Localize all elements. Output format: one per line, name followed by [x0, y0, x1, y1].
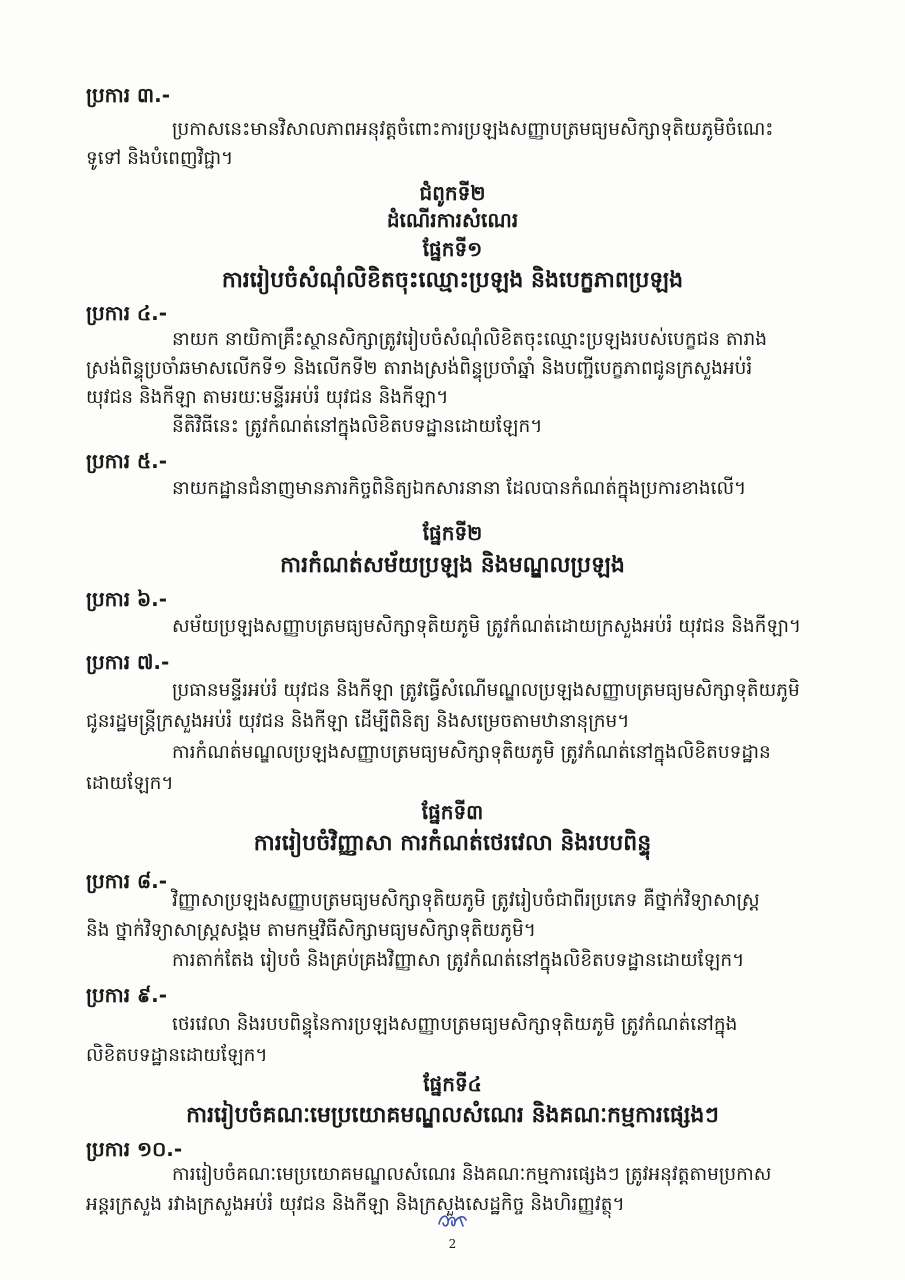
article-8-line-3: ការតាក់តែង រៀបចំ និងគ្រប់គ្រងវិញ្ញាសា ត្រូវកំណត់នៅក្នុងលិខិតបទដ្ឋានដោយឡែក។: [172, 950, 745, 971]
part-4-subtitle: ការរៀបចំគណៈមេប្រយោគមណ្ឌលសំណេរ និងគណៈកម្មការផ្សេងៗ: [186, 1103, 719, 1128]
handwritten-initials-mark: [436, 1210, 470, 1232]
article-7-line-1: ប្រធានមន្ទីរអប់រំ យុវជន និងកីឡា ត្រូវធ្វើសំណើមណ្ឌលប្រឡងសញ្ញាបត្រមធ្យមសិក្សាទុតិយភូមិ: [172, 680, 800, 701]
article-8-heading: ប្រការ ៨.-: [86, 869, 168, 893]
article-10-line-2: អន្តរក្រសួង រវាងក្រសួងអប់រំ យុវជន និងកីឡា និងក្រសួងសេដ្ឋកិច្ច និងហិរញ្ញវត្ថុ។: [86, 1194, 625, 1215]
article-5-line-1: នាយកដ្ឋានជំនាញមានភារកិច្ចពិនិត្យឯកសារនានា ដែលបានកំណត់ក្នុងប្រការខាងលើ។: [172, 478, 747, 499]
part-4-title: ផ្នែកទី៤: [423, 1072, 482, 1096]
article-4-heading: ប្រការ ៤.-: [86, 301, 168, 325]
article-6-heading: ប្រការ ៦.-: [86, 587, 168, 611]
article-7-line-3: ការកំណត់មណ្ឌលប្រឡងសញ្ញាបត្រមធ្យមសិក្សាទុតិយភូមិ ត្រូវកំណត់នៅក្នុងលិខិតបទដ្ឋាន: [172, 742, 771, 763]
article-10-heading: ប្រការ ១០.-: [86, 1137, 183, 1161]
article-7-line-4: ដោយឡែក។: [86, 773, 174, 794]
part-3-subtitle: ការរៀបចំវិញ្ញាសា ការកំណត់ថេរវេលា និងរបបពិន្ទុ: [253, 831, 652, 856]
article-4-line-4: នីតិវិធីនេះ ត្រូវកំណត់នៅក្នុងលិខិតបទដ្ឋានដោយឡែក។: [172, 416, 543, 437]
article-4-line-1: នាយក នាយិកាគ្រឹះស្ថានសិក្សាត្រូវរៀបចំសំណុំលិខិតចុះឈ្មោះប្រឡងរបស់បេក្ខជន តារាង: [172, 329, 768, 350]
article-4-line-2: ស្រង់ពិន្ទុប្រចាំឆមាសលើកទី១ និងលើកទី២ តារាងស្រង់ពិន្ទុប្រចាំឆ្នាំ និងបញ្ជីបេក្ខភាពជូនក្រសួងអប់រំ: [86, 358, 753, 379]
part-2-subtitle: ការកំណត់សម័យប្រឡង និងមណ្ឌលប្រឡង: [280, 553, 625, 578]
article-7-heading: ប្រការ ៧.-: [86, 650, 170, 674]
article-9-line-2: លិខិតបទដ្ឋានដោយឡែក។: [86, 1045, 268, 1066]
article-8-line-2: និង ថ្នាក់វិទ្យាសាស្ត្រសង្គម តាមកម្មវិធីសិក្សាមធ្យមសិក្សាទុតិយភូមិ។: [86, 920, 536, 941]
part-1-title: ផ្នែកទី១: [422, 237, 483, 261]
article-10-line-1: ការរៀបចំគណៈមេប្រយោគមណ្ឌលសំណេរ និងគណៈកម្មការផ្សេងៗ ត្រូវអនុវត្តតាមប្រកាស: [172, 1164, 772, 1185]
article-5-heading: ប្រការ ៥.-: [86, 449, 168, 473]
article-7-line-2: ជូនរដ្ឋមន្ត្រីក្រសួងអប់រំ យុវជន និងកីឡា ដើម្បីពិនិត្យ និងសម្រេចតាមឋានានុក្រម។: [86, 711, 630, 732]
chapter-2-title: ជំពូកទី២: [419, 181, 486, 205]
article-9-line-1: ថេរវេលា និងរបបពិន្ទុនៃការប្រឡងសញ្ញាបត្រមធ្យមសិក្សាទុតិយភូមិ ត្រូវកំណត់នៅក្នុង: [172, 1014, 738, 1035]
article-3-line-2: ទូទៅ និងបំពេញវិជ្ជា។: [86, 148, 234, 169]
article-3-heading: ប្រការ ៣.-: [86, 83, 170, 107]
article-3-line-1: ប្រកាសនេះមានវិសាលភាពអនុវត្តចំពោះការប្រឡងសញ្ញាបត្រមធ្យមសិក្សាទុតិយភូមិចំណេះ: [172, 119, 774, 140]
page-number: 2: [448, 1237, 457, 1251]
article-8-line-1: វិញ្ញាសាប្រឡងសញ្ញាបត្រមធ្យមសិក្សាទុតិយភូមិ ត្រូវរៀបចំជាពីរប្រភេទ គឺថ្នាក់វិទ្យាសាស្ត្រ: [172, 890, 760, 911]
article-4-line-3: យុវជន និងកីឡា តាមរយៈមន្ទីរអប់រំ យុវជន និងកីឡា។: [86, 387, 449, 408]
article-9-heading: ប្រការ ៩.-: [86, 983, 168, 1007]
part-2-title: ផ្នែកទី២: [422, 521, 483, 545]
chapter-2-subtitle: ដំណើរការសំណេរ: [386, 208, 519, 232]
part-1-subtitle: ការរៀបចំសំណុំលិខិតចុះឈ្មោះប្រឡង និងបេក្ខភាពប្រឡង: [221, 268, 684, 293]
article-6-line-1: សម័យប្រឡងសញ្ញាបត្រមធ្យមសិក្សាទុតិយភូមិ ត្រូវកំណត់ដោយក្រសួងអប់រំ យុវជន និងកីឡា។: [172, 616, 802, 637]
part-3-title: ផ្នែកទី៣: [421, 800, 484, 824]
